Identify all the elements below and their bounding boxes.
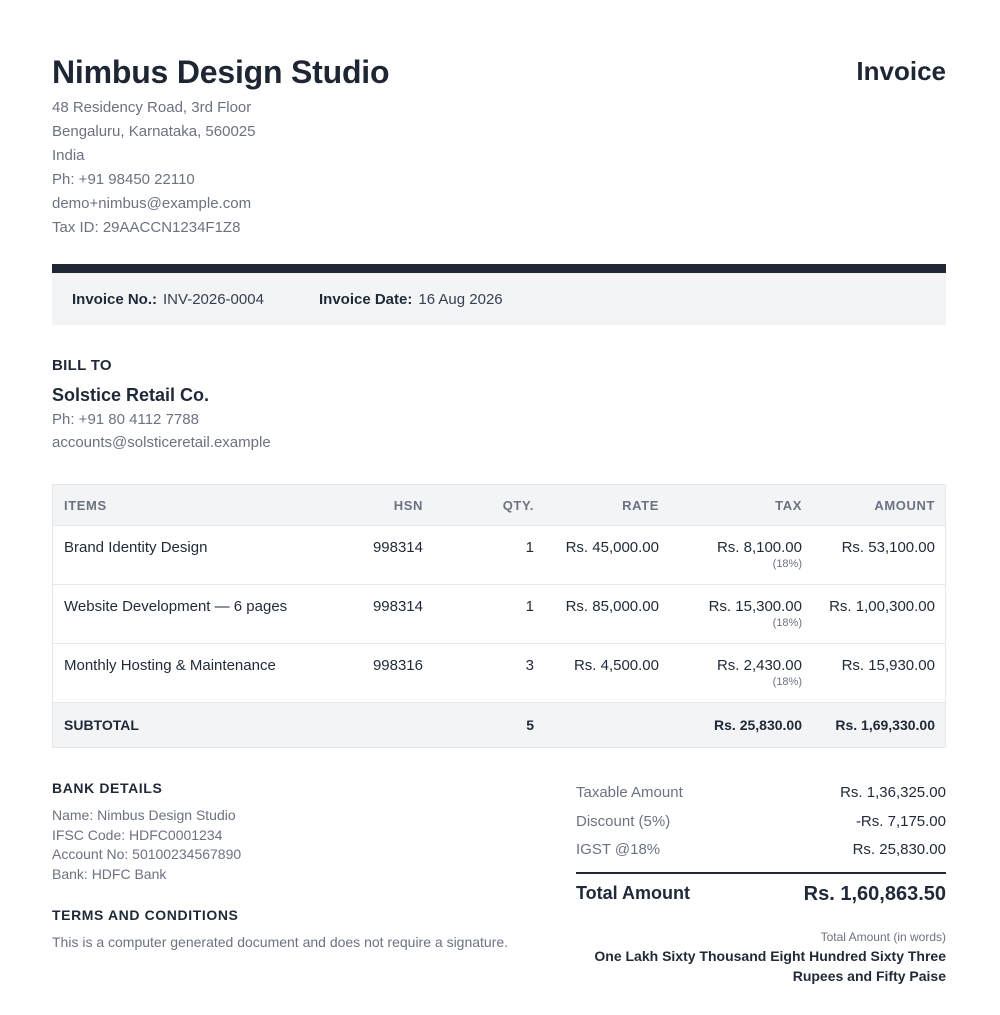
client-email: accounts@solsticeretail.example xyxy=(52,434,271,451)
subtotal-label: SUBTOTAL xyxy=(64,717,139,733)
subtotal-row xyxy=(53,702,945,747)
bank-details xyxy=(52,806,241,884)
subtotal-tax: Rs. 25,830.00 xyxy=(714,717,802,733)
document-title: Invoice xyxy=(856,56,946,86)
invoice-number xyxy=(72,291,264,308)
company-address xyxy=(52,96,256,240)
item-name: Brand Identity Design xyxy=(64,539,208,556)
igst-label: IGST @18% xyxy=(576,841,661,858)
invoice-date-value: 16 Aug 2026 xyxy=(418,291,503,308)
terms-text: This is a computer generated document and does not require a signature. xyxy=(52,934,509,950)
table-row xyxy=(53,584,945,643)
client-phone: Ph: +91 80 4112 7788 xyxy=(52,411,199,428)
amount-in-words-line: One Lakh Sixty Thousand Eight Hundred Sixty Three xyxy=(594,948,946,964)
item-hsn: 998316 xyxy=(372,657,423,674)
igst-value: Rs. 25,830.00 xyxy=(852,841,946,858)
invoice-page xyxy=(52,0,946,1015)
total-divider xyxy=(576,872,946,874)
subtotal-qty: 5 xyxy=(526,717,534,733)
item-tax xyxy=(717,539,802,570)
client-name: Solstice Retail Co. xyxy=(52,385,210,405)
total-amount-label: Total Amount xyxy=(576,883,690,903)
header-amount: AMOUNT xyxy=(874,498,935,513)
invoice-number-label: Invoice No.: xyxy=(72,291,158,308)
item-amount: Rs. 1,00,300.00 xyxy=(829,598,935,615)
invoice-number-value: INV-2026-0004 xyxy=(163,291,264,308)
item-tax xyxy=(709,598,802,629)
amount-in-words-line: Rupees and Fifty Paise xyxy=(792,967,946,984)
total-amount-row xyxy=(576,883,946,909)
table-row xyxy=(53,643,945,702)
taxable-amount-value: Rs. 1,36,325.00 xyxy=(840,784,946,801)
item-qty: 1 xyxy=(525,539,534,556)
items-table xyxy=(52,484,946,748)
item-rate: Rs. 85,000.00 xyxy=(565,598,659,615)
address-line: 48 Residency Road, 3rd Floor xyxy=(52,99,252,116)
header-items: ITEMS xyxy=(64,498,107,513)
item-tax-amount: Rs. 15,300.00 xyxy=(708,598,802,615)
igst-row xyxy=(576,841,946,870)
company-tax-id: Tax ID: 29AACCN1234F1Z8 xyxy=(52,219,241,236)
taxable-amount-row xyxy=(576,784,946,813)
company-name: Nimbus Design Studio xyxy=(52,54,390,90)
company-phone: Ph: +91 98450 22110 xyxy=(52,171,195,188)
item-qty: 3 xyxy=(525,657,534,674)
item-name: Monthly Hosting & Maintenance xyxy=(64,657,276,674)
invoice-date xyxy=(319,291,503,308)
address-line: India xyxy=(52,147,85,164)
item-rate: Rs. 4,500.00 xyxy=(573,657,659,674)
header-tax: TAX xyxy=(775,498,802,513)
bank-account-line: Account No: 50100234567890 xyxy=(52,846,242,862)
table-header-row xyxy=(53,485,945,525)
discount-row xyxy=(576,813,946,842)
item-hsn: 998314 xyxy=(372,598,423,615)
address-line: Bengaluru, Karnataka, 560025 xyxy=(52,123,256,140)
bank-ifsc-line: IFSC Code: HDFC0001234 xyxy=(52,826,223,843)
discount-value: -Rs. 7,175.00 xyxy=(855,812,946,830)
item-tax-rate: (18%) xyxy=(772,676,802,688)
item-amount: Rs. 53,100.00 xyxy=(841,539,935,556)
header-hsn: HSN xyxy=(393,498,423,513)
item-rate: Rs. 45,000.00 xyxy=(565,539,659,556)
item-amount: Rs. 15,930.00 xyxy=(841,657,935,674)
item-tax-rate: (18%) xyxy=(772,617,802,629)
company-email: demo+nimbus@example.com xyxy=(52,195,252,212)
total-amount-value: Rs. 1,60,863.50 xyxy=(803,883,946,905)
item-qty: 1 xyxy=(525,598,534,615)
invoice-date-label: Invoice Date: xyxy=(319,291,413,308)
item-tax-amount: Rs. 2,430.00 xyxy=(716,657,802,674)
item-tax-rate: (18%) xyxy=(772,558,802,570)
header-rate: RATE xyxy=(622,498,659,513)
bank-bank-line: Bank: HDFC Bank xyxy=(52,865,167,882)
discount-label: Discount (5%) xyxy=(576,812,671,830)
header-divider xyxy=(52,264,946,273)
terms-heading: TERMS AND CONDITIONS xyxy=(52,907,239,923)
amount-in-words xyxy=(576,947,946,986)
amount-in-words-label: Total Amount (in words) xyxy=(820,930,946,944)
bank-name-line: Name: Nimbus Design Studio xyxy=(52,807,236,823)
bill-to-heading: BILL TO xyxy=(52,357,112,374)
invoice-meta-bar xyxy=(52,273,946,325)
item-tax xyxy=(717,657,802,688)
item-hsn: 998314 xyxy=(372,539,423,556)
subtotal-amount: Rs. 1,69,330.00 xyxy=(835,717,935,733)
table-row xyxy=(53,525,945,584)
header-qty: QTY. xyxy=(502,498,534,513)
item-name: Website Development — 6 pages xyxy=(64,598,288,615)
taxable-amount-label: Taxable Amount xyxy=(576,784,683,801)
item-tax-amount: Rs. 8,100.00 xyxy=(716,539,802,556)
totals-summary xyxy=(576,784,946,984)
bank-details-heading: BANK DETAILS xyxy=(52,780,163,796)
